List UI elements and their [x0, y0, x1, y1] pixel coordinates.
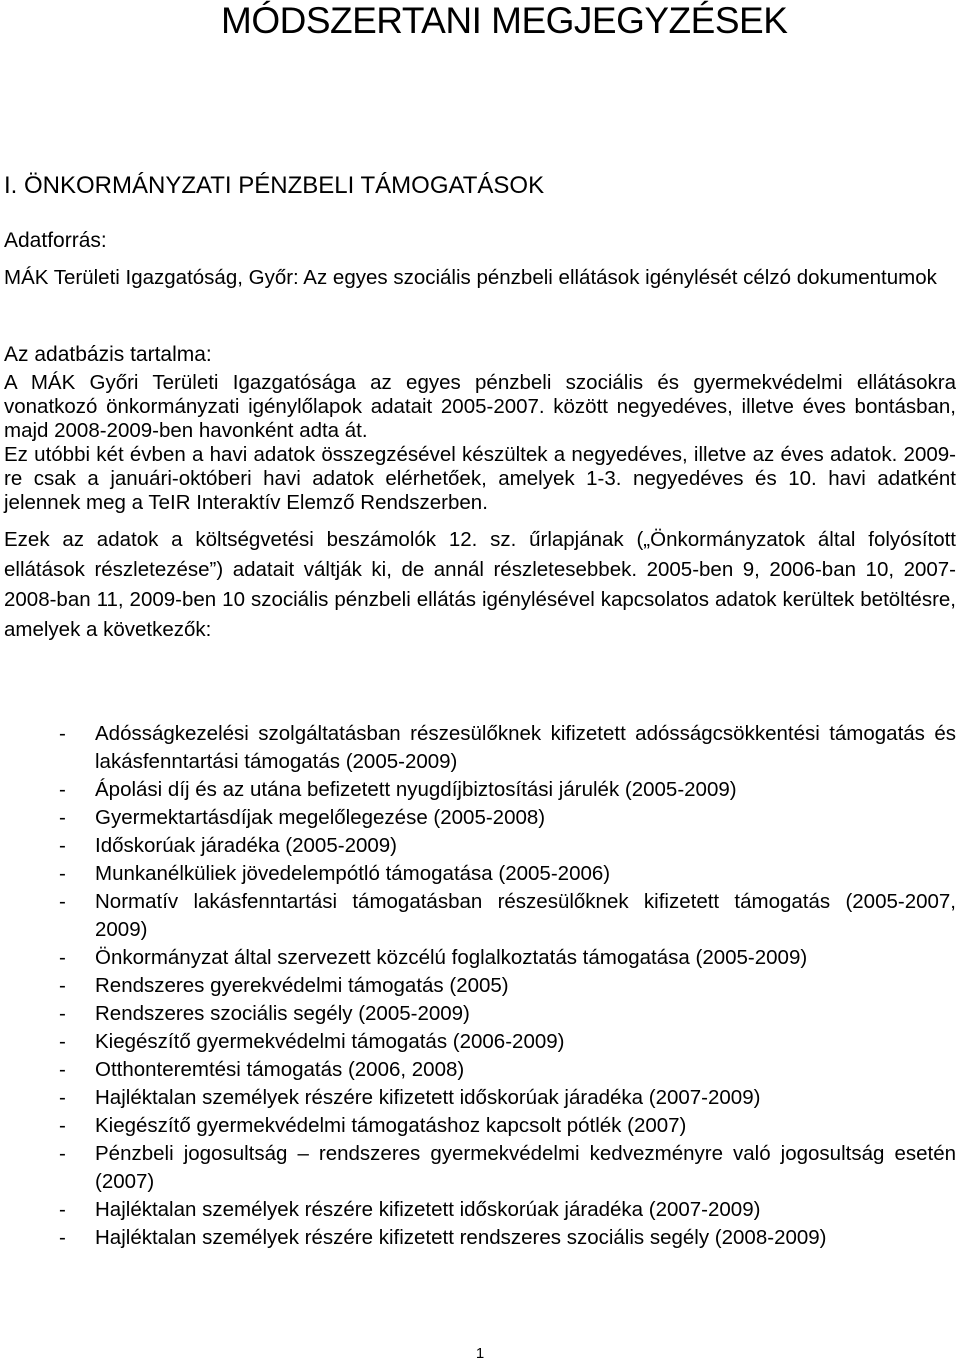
list-dash: -	[59, 1114, 66, 1137]
list-item-text: Gyermektartásdíjak megelőlegezése (2005-2008)	[95, 806, 546, 829]
list-dash: -	[59, 722, 66, 745]
list-dash: -	[59, 806, 66, 829]
list-item-text: Munkanélküliek jövedelempótló támogatása (2005-2006)	[95, 862, 611, 885]
content-paragraph: Ez utóbbi két évben a havi adatok összegzésével készültek a negyedéves, illetve az éves adatok. 2009-re csak a januári-októberi havi adatok elérhetőek, amelyek 1-3. negyedéves és 10. havi adatként jelennek meg a TeIR Interaktív Elemző Rendszerben.	[4, 443, 956, 514]
list-dash: -	[59, 946, 66, 969]
list-dash: -	[59, 1226, 66, 1249]
source-label: Adatforrás:	[4, 229, 107, 252]
list-item	[4, 1056, 956, 1084]
list-item	[4, 1140, 956, 1196]
content-block	[4, 343, 956, 645]
list-item-text: Önkormányzat által szervezett közcélú foglalkoztatás támogatása (2005-2009)	[95, 946, 808, 969]
list-item-text: Hajléktalan személyek részére kifizetett időskorúak járadéka (2007-2009)	[95, 1198, 761, 1221]
list-item-text: Kiegészítő gyermekvédelmi támogatáshoz kapcsolt pótlék (2007)	[95, 1114, 687, 1137]
list-item	[4, 1084, 956, 1112]
list-dash: -	[59, 1142, 66, 1165]
list-dash: -	[59, 1086, 66, 1109]
source-block	[4, 229, 956, 290]
list-dash: -	[59, 1198, 66, 1221]
list-item	[4, 1196, 956, 1224]
list-item	[4, 720, 956, 776]
list-item-text: Otthonteremtési támogatás (2006, 2008)	[95, 1058, 465, 1081]
list-item	[4, 1224, 956, 1252]
list-item	[4, 804, 956, 832]
list-item-text: Pénzbeli jogosultság – rendszeres gyermekvédelmi kedvezményre való jogosultság esetén (2007)	[95, 1142, 956, 1193]
source-text: MÁK Területi Igazgatóság, Győr: Az egyes szociális pénzbeli ellátások igénylését célzó dokumentumok	[4, 266, 937, 289]
section-heading: I. ÖNKORMÁNYZATI PÉNZBELI TÁMOGATÁSOK	[4, 172, 545, 199]
list-dash: -	[59, 1030, 66, 1053]
list-dash: -	[59, 834, 66, 857]
list-item	[4, 972, 956, 1000]
list-dash: -	[59, 890, 66, 913]
list-item-text: Adósságkezelési szolgáltatásban részesülőknek kifizetett adósságcsökkentési támogatás és lakásfenntartási támogatás (2005-2009)	[95, 722, 956, 773]
list-item-text: Rendszeres gyerekvédelmi támogatás (2005)	[95, 974, 509, 997]
list-dash: -	[59, 778, 66, 801]
list-item	[4, 832, 956, 860]
benefit-list	[4, 720, 956, 1252]
list-item-text: Időskorúak járadéka (2005-2009)	[95, 834, 397, 857]
document-title: MÓDSZERTANI MEGJEGYZÉSEK	[221, 0, 788, 41]
list-dash: -	[59, 1058, 66, 1081]
list-item-text: Normatív lakásfenntartási támogatásban részesülőknek kifizetett támogatás (2005-2007, 2009)	[95, 890, 956, 941]
list-item	[4, 944, 956, 972]
list-item	[4, 888, 956, 944]
content-paragraph: A MÁK Győri Területi Igazgatósága az egyes pénzbeli szociális és gyermekvédelmi ellátásokra vonatkozó önkormányzati igénylőlapok adatait 2005-2007. között negyedéves, illetve éves bontásban, majd 2008-2009-ben havonként adta át.	[4, 371, 956, 442]
content-paragraph: Ezek az adatok a költségvetési beszámolók 12. sz. űrlapjának („Önkormányzatok által folyósított ellátások részletezése”) adatait váltják ki, de annál részletesebbek. 2005-ben 9, 2006-ban 10, 2007-2008-ban 11, 2009-ben 10 szociális pénzbeli ellátás igénylésével kapcsolatos adatok kerültek betöltésre, amelyek a következők:	[4, 528, 956, 641]
list-item	[4, 860, 956, 888]
list-item-text: Hajléktalan személyek részére kifizetett rendszeres szociális segély (2008-2009)	[95, 1226, 827, 1249]
page-number: 1	[475, 1345, 485, 1362]
list-item	[4, 1112, 956, 1140]
list-dash: -	[59, 862, 66, 885]
list-item	[4, 776, 956, 804]
list-item-text: Kiegészítő gyermekvédelmi támogatás (2006-2009)	[95, 1030, 565, 1053]
list-item	[4, 1028, 956, 1056]
list-item-text: Ápolási díj és az utána befizetett nyugdíjbiztosítási járulék (2005-2009)	[95, 778, 737, 801]
list-item-text: Rendszeres szociális segély (2005-2009)	[95, 1002, 470, 1025]
list-dash: -	[59, 1002, 66, 1025]
list-dash: -	[59, 974, 66, 997]
list-item	[4, 1000, 956, 1028]
list-item-text: Hajléktalan személyek részére kifizetett időskorúak járadéka (2007-2009)	[95, 1086, 761, 1109]
content-label: Az adatbázis tartalma:	[4, 343, 212, 366]
